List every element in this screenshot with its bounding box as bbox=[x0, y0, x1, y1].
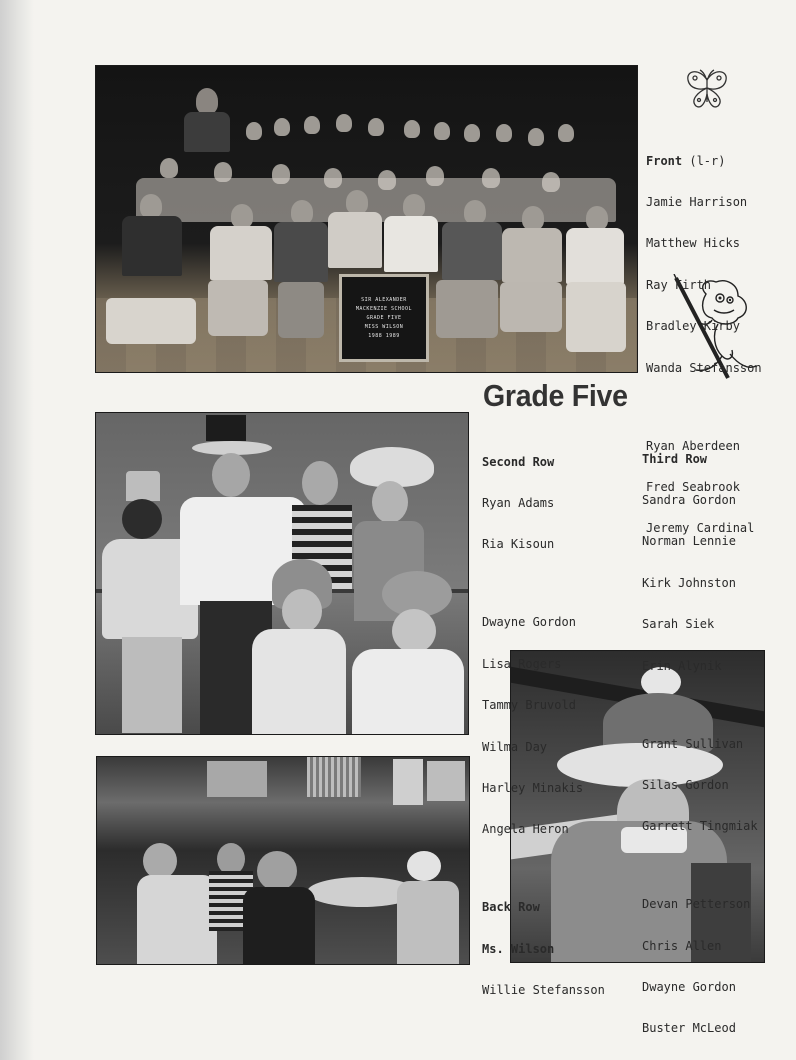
name-item: Tammy Bruvold bbox=[482, 698, 576, 713]
heading-suffix: (l-r) bbox=[689, 153, 726, 168]
name-item: Devan Petterson bbox=[642, 897, 751, 912]
name-item: Ryan Adams bbox=[482, 495, 555, 510]
page-title: Grade Five bbox=[483, 378, 628, 413]
sign-line: MACKENZIE SCHOOL bbox=[355, 305, 413, 312]
name-item: Sandra Gordon bbox=[642, 492, 736, 507]
name-item: Angela Heron bbox=[482, 822, 569, 837]
class-group-photo bbox=[95, 65, 638, 373]
name-item: Jeremy Cardinal bbox=[646, 521, 755, 536]
name-item: Willie Stefansson bbox=[482, 983, 605, 998]
second-row-heading: Second Row bbox=[482, 454, 555, 469]
name-item: Wilma Day bbox=[482, 739, 548, 754]
name-item: Grant Sullivan bbox=[642, 736, 744, 751]
easter-hats-photo bbox=[95, 412, 469, 735]
name-item: Dwayne Gordon bbox=[642, 980, 736, 995]
third-row-heading: Third Row bbox=[642, 451, 708, 466]
name-item: Dwayne Gordon bbox=[482, 615, 576, 630]
name-item: Fred Seabrook bbox=[646, 479, 740, 494]
sign-line: MISS WILSON bbox=[364, 323, 404, 330]
classroom-photo bbox=[96, 756, 470, 965]
butterfly-icon bbox=[682, 68, 732, 114]
name-item: Chris Allen bbox=[642, 938, 722, 953]
back-row-heading: Back Row bbox=[482, 900, 540, 915]
name-item: Harley Minakis bbox=[482, 780, 584, 795]
front-row-heading bbox=[646, 155, 762, 169]
sign-line: GRADE FIVE bbox=[366, 314, 402, 321]
second-row-names bbox=[482, 428, 605, 1012]
name-item: Norman Lennie bbox=[642, 534, 736, 549]
name-item: Wanda Stefansson bbox=[646, 360, 762, 375]
name-item: Erin Alynik bbox=[642, 658, 722, 673]
sign-line: 1988 1989 bbox=[368, 332, 400, 339]
name-item: Jamie Harrison bbox=[646, 194, 748, 209]
name-item: Garrett Tingmiak bbox=[642, 819, 758, 834]
name-item: Buster McLeod bbox=[642, 1021, 736, 1036]
page-binding-shadow bbox=[0, 0, 34, 1060]
name-item: Matthew Hicks bbox=[646, 236, 740, 251]
heading-label: Front bbox=[646, 153, 683, 168]
sign-line: SIR ALEXANDER bbox=[361, 296, 407, 303]
name-item: Ray Firth bbox=[646, 277, 712, 292]
name-item: Ria Kisoun bbox=[482, 537, 555, 552]
third-row-names bbox=[642, 425, 758, 1050]
name-item: Ryan Aberdeen bbox=[646, 438, 740, 453]
teacher-name: Ms. Wilson bbox=[482, 941, 555, 956]
name-item: Silas Gordon bbox=[642, 777, 729, 792]
name-item: Sarah Siek bbox=[642, 617, 715, 632]
name-item: Kirk Johnston bbox=[642, 575, 736, 590]
name-item: Bradley Kirby bbox=[646, 319, 740, 334]
class-photo-sign bbox=[339, 274, 429, 362]
name-item: Lisa Rogers bbox=[482, 656, 562, 671]
